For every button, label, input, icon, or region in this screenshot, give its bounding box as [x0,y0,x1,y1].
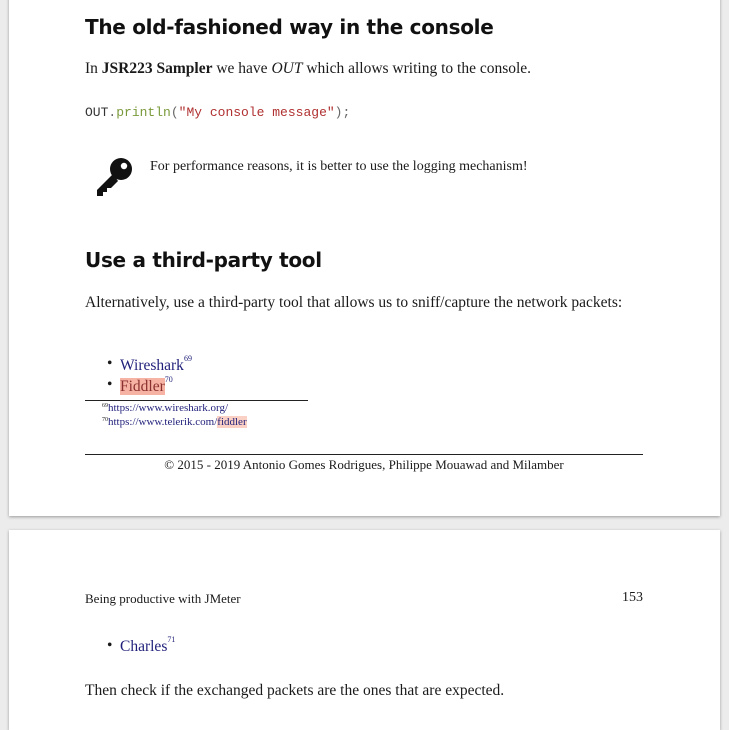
closing-paragraph: Then check if the exchanged packets are the ones that are expected. [85,682,505,699]
intro-italic: OUT [271,60,303,77]
page-152 [9,0,720,516]
bullet-icon: • [107,376,113,393]
footnote-ref-71[interactable]: 71 [167,635,176,644]
footnote-link-telerik[interactable]: https://www.telerik.com/ [108,416,218,428]
intro-paragraph [85,58,531,79]
link-charles[interactable]: Charles [120,638,168,655]
footer-divider [85,454,643,455]
intro-middle: we have [212,60,272,77]
link-wireshark[interactable]: Wireshark [120,357,184,374]
list-item-wireshark[interactable] [120,355,192,376]
code-block [85,105,350,120]
footnote-number: 69 [102,403,108,409]
code-dot: . [108,105,117,120]
footnote-70[interactable] [102,416,247,429]
footnote-number: 70 [102,417,108,423]
code-string: "My console message" [178,105,335,120]
code-method: println [116,105,171,120]
list-item-charles[interactable] [120,636,175,657]
footnote-ref-70[interactable]: 70 [164,375,173,384]
list-item-fiddler[interactable] [120,376,173,397]
page-number: 153 [622,590,643,605]
footnote-link-wireshark[interactable]: https://www.wireshark.org/ [108,402,229,414]
copyright-footer: © 2015 - 2019 Antonio Gomes Rodrigues, Philippe Mouawad and Milamber [164,457,564,472]
link-fiddler[interactable]: Fiddler [120,378,165,395]
footnote-ref-69[interactable]: 69 [183,354,192,363]
section-heading-console: The old-fashioned way in the console [85,15,494,39]
intro-prefix: In [85,60,102,77]
tip-text: For performance reasons, it is better to use the logging mechanism! [150,159,528,174]
footnote-divider [85,400,308,401]
bullet-icon: • [107,355,113,372]
code-close: ); [334,105,351,120]
running-header: Being productive with JMeter [85,591,241,606]
footnote-69[interactable] [102,402,228,415]
key-icon [92,155,136,199]
page-153 [9,530,720,730]
code-object: OUT [85,105,109,120]
bullet-icon: • [107,637,113,654]
intro-suffix: which allows writing to the console. [302,60,532,77]
third-party-paragraph: Alternatively, use a third-party tool that allows us to sniff/capture the network packets: [85,294,623,311]
code-open-paren: ( [170,105,179,120]
intro-bold: JSR223 Sampler [101,60,213,77]
section-heading-third-party: Use a third-party tool [85,248,322,272]
footnote-link-highlight[interactable]: fiddler [217,416,247,428]
